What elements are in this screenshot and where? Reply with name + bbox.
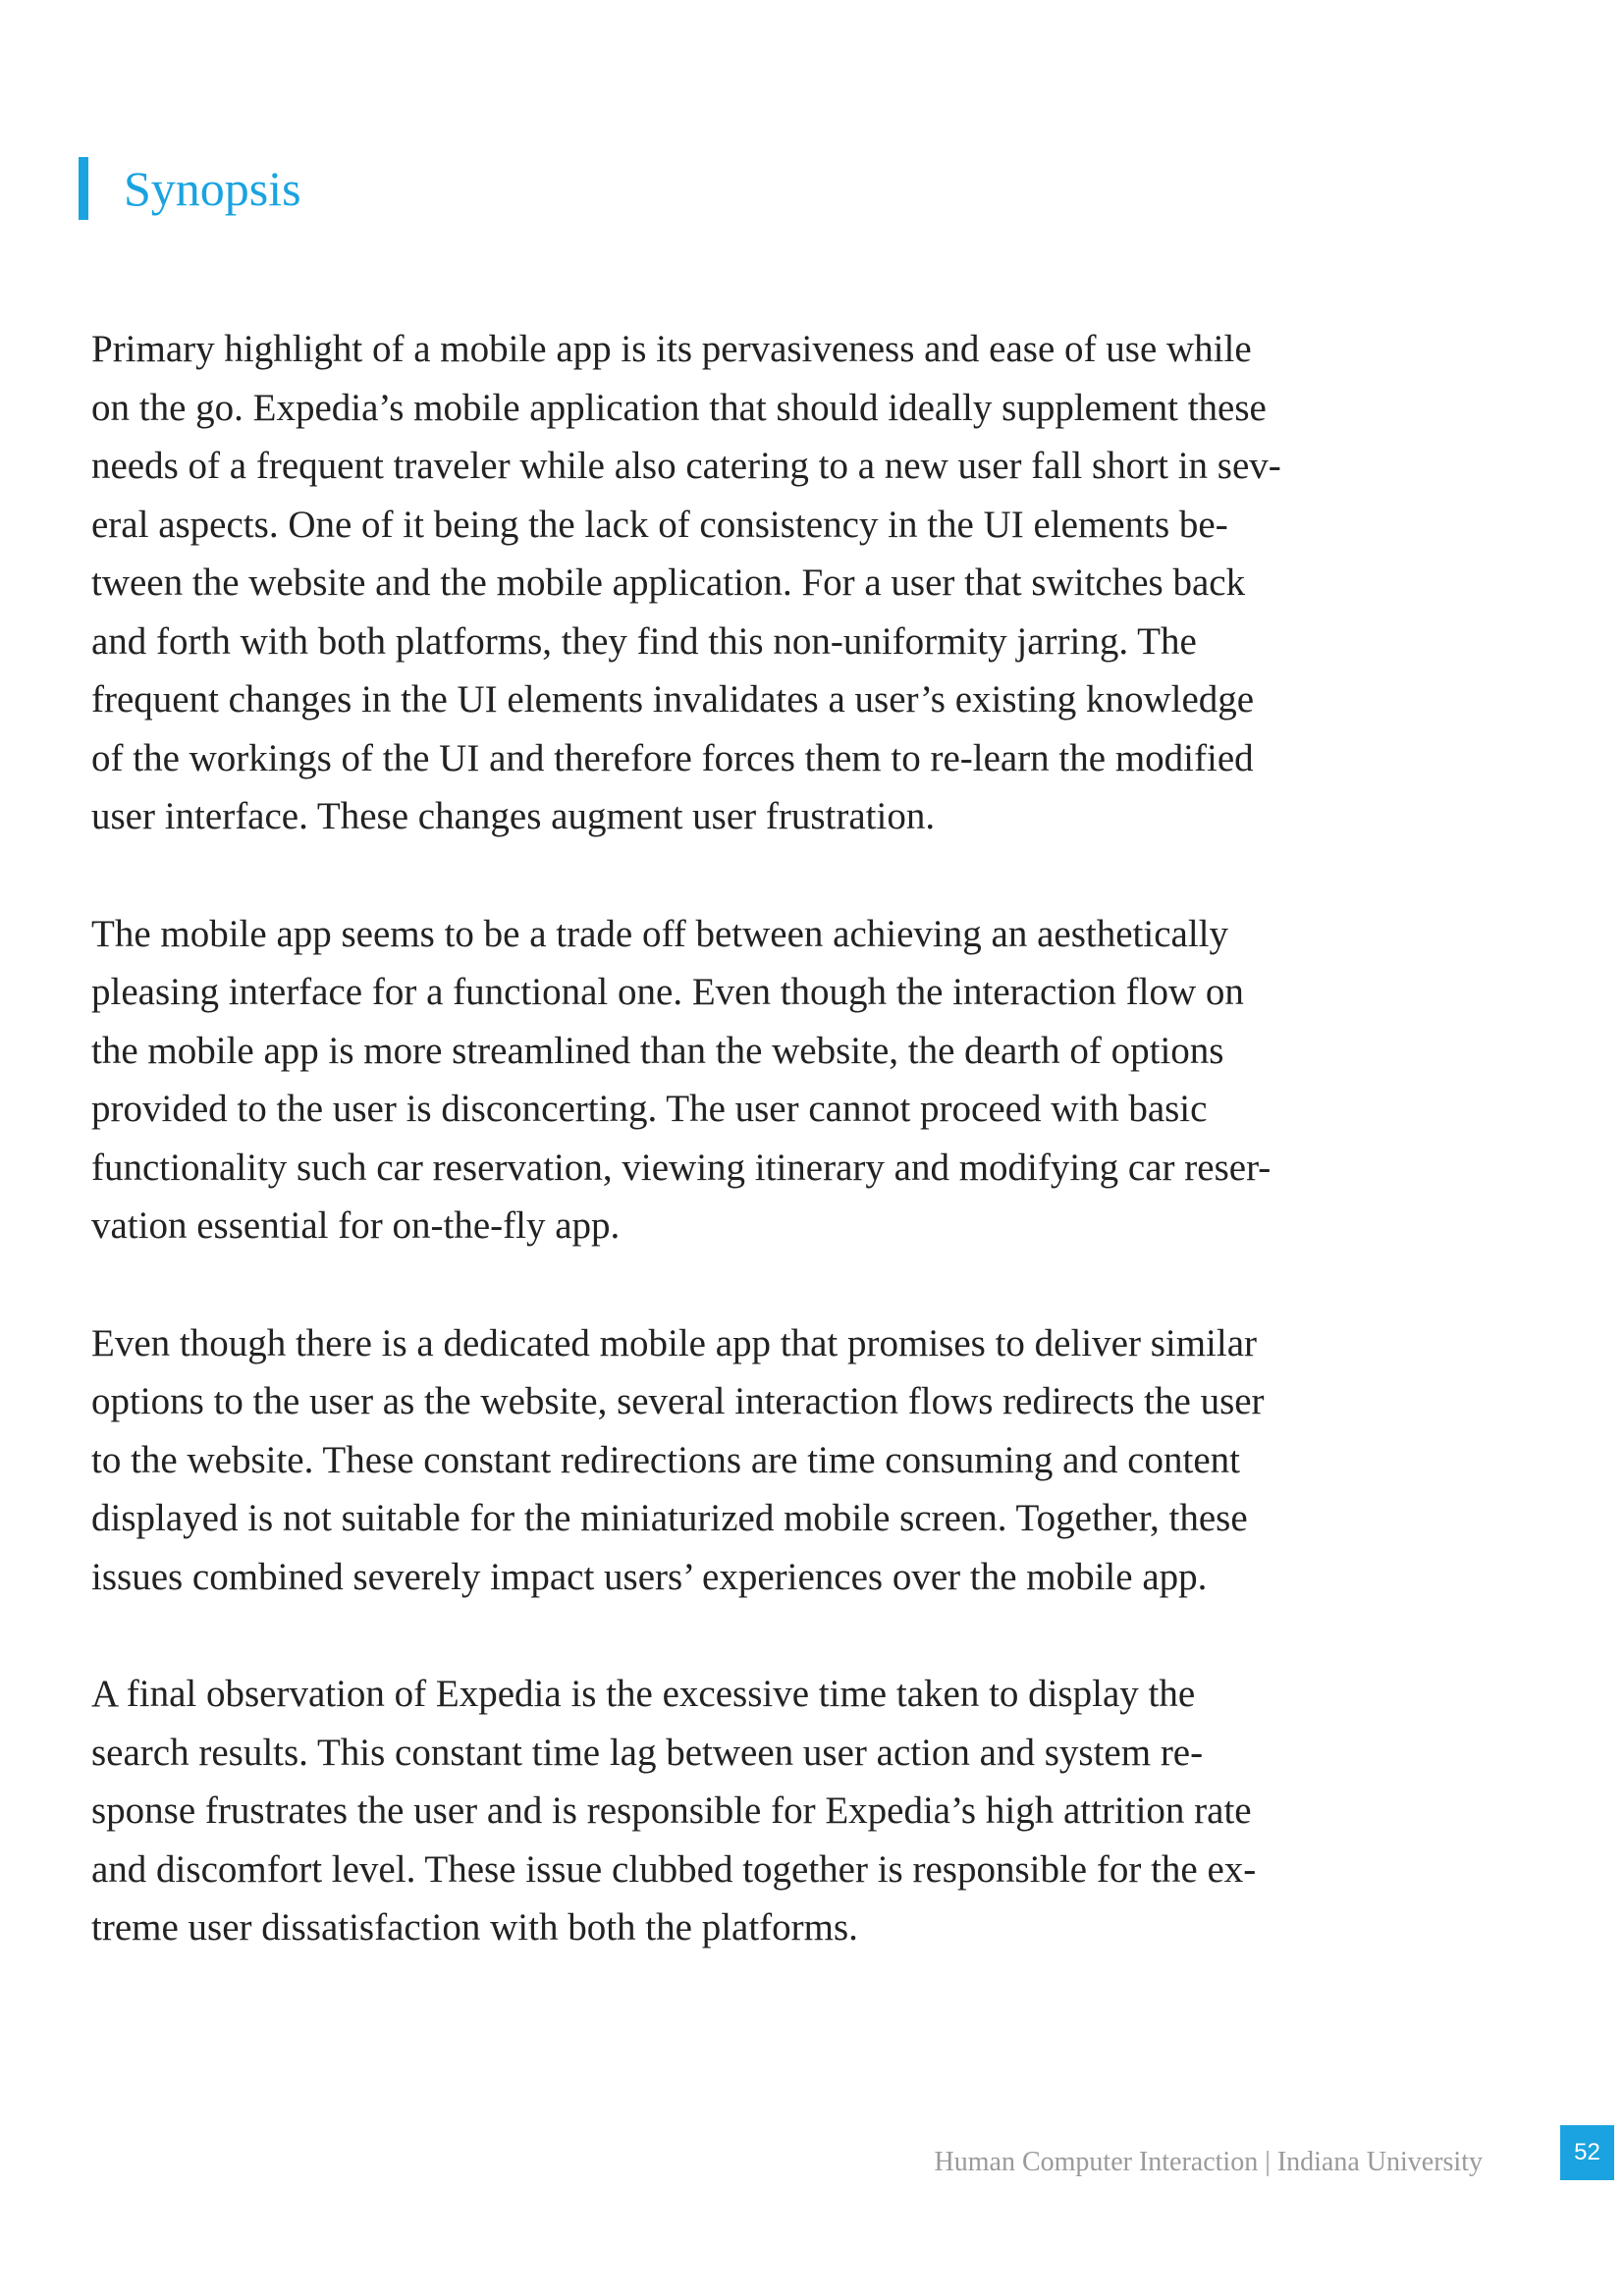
section-heading [79, 157, 301, 220]
paragraph-line: frequent changes in the UI elements invalidates a user’s existing knowledge [91, 678, 1255, 721]
paragraph-line: needs of a frequent traveler while also catering to a new user fall short in sev- [91, 445, 1281, 487]
paragraph-line: eral aspects. One of it being the lack of consistency in the UI elements be- [91, 503, 1228, 546]
paragraph-3 [91, 1314, 1505, 1607]
page-title: Synopsis [124, 161, 301, 216]
paragraph-line: pleasing interface for a functional one. Even though the interaction flow on [91, 971, 1244, 1013]
paragraph-line: displayed is not suitable for the miniaturized mobile screen. Together, these [91, 1497, 1248, 1539]
paragraph-line: issues combined severely impact users’ experiences over the mobile app. [91, 1555, 1208, 1598]
paragraph-line: Primary highlight of a mobile app is its pervasiveness and ease of use while [91, 328, 1252, 370]
paragraph-4 [91, 1665, 1505, 1957]
paragraph-line: sponse frustrates the user and is responsible for Expedia’s high attrition rate [91, 1789, 1252, 1832]
heading-accent-bar [79, 157, 88, 220]
paragraph-line: vation essential for on-the-fly app. [91, 1204, 621, 1247]
paragraph-line: provided to the user is disconcerting. The user cannot proceed with basic [91, 1088, 1208, 1130]
footer-caption: Human Computer Interaction | Indiana University [934, 2147, 1483, 2177]
paragraph-line: and discomfort level. These issue clubbed together is responsible for the ex- [91, 1847, 1257, 1891]
page-number-badge: 52 [1560, 2125, 1614, 2180]
paragraph-2 [91, 905, 1505, 1255]
paragraph-line: user interface. These changes augment user frustration. [91, 795, 936, 837]
paragraph-line: A final observation of Expedia is the excessive time taken to display the [91, 1673, 1196, 1715]
paragraph-line: functionality such car reservation, viewing itinerary and modifying car reser- [91, 1146, 1272, 1189]
paragraph-line: the mobile app is more streamlined than the website, the dearth of options [91, 1029, 1224, 1072]
paragraph-line: on the go. Expedia’s mobile application that should ideally supplement these [91, 386, 1267, 429]
paragraph-line: search results. This constant time lag between user action and system re- [91, 1731, 1204, 1774]
paragraph-1 [91, 320, 1505, 846]
paragraph-line: and forth with both platforms, they find this non-uniformity jarring. The [91, 619, 1197, 663]
paragraph-line: to the website. These constant redirections are time consuming and content [91, 1438, 1241, 1481]
paragraph-line: treme user dissatisfaction with both the platforms. [91, 1906, 858, 1949]
paragraph-line: tween the website and the mobile application. For a user that switches back [91, 561, 1246, 604]
body-content [91, 320, 1505, 2016]
paragraph-line: of the workings of the UI and therefore forces them to re-learn the modified [91, 736, 1254, 779]
paragraph-line: Even though there is a dedicated mobile app that promises to deliver similar [91, 1321, 1258, 1364]
paragraph-line: The mobile app seems to be a trade off between achieving an aesthetically [91, 912, 1228, 955]
paragraph-line: options to the user as the website, several interaction flows redirects the user [91, 1380, 1265, 1422]
